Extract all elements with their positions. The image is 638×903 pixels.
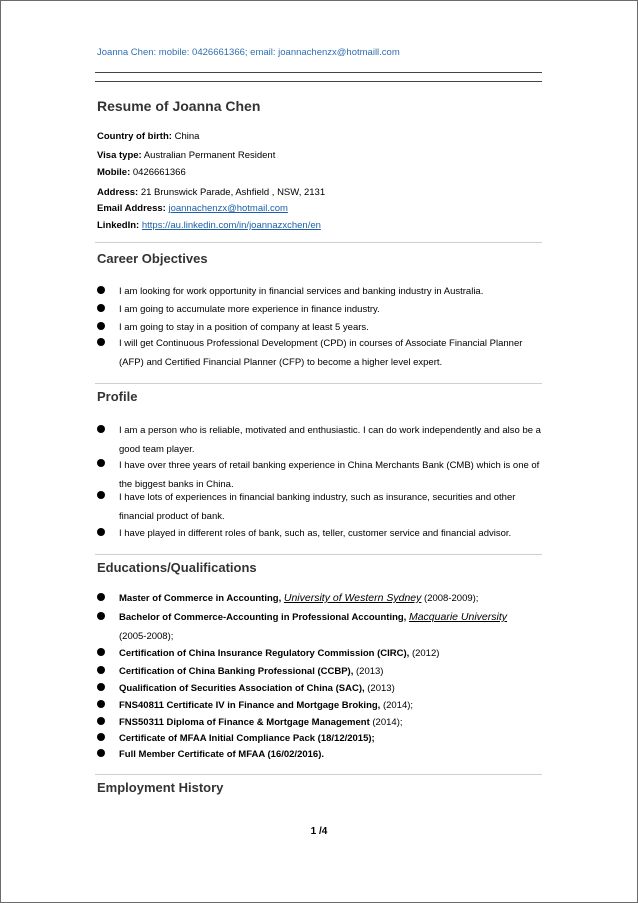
profile-item: I have lots of experiences in financial banking industry, such as insurance, securities and other financial product of bank. bbox=[119, 492, 516, 522]
university-name: University of Western Sydney bbox=[283, 592, 422, 604]
bullet-icon bbox=[97, 666, 105, 674]
bullet-icon bbox=[97, 612, 105, 620]
bullet-icon bbox=[97, 749, 105, 757]
bullet-icon bbox=[97, 648, 105, 656]
email-link[interactable]: joannachenzx@hotmail.com bbox=[168, 203, 288, 214]
profile-item: I have played in different roles of bank, such as, teller, customer service and financial advisor. bbox=[119, 528, 512, 539]
visa-type-line: Visa type: Australian Permanent Resident bbox=[97, 150, 276, 161]
linkedin-link[interactable]: https://au.linkedin.com/in/joannazxchen/en bbox=[141, 220, 321, 231]
country-of-birth-line: Country of birth: China bbox=[97, 131, 200, 142]
education-item: FNS50311 Diploma of Finance & Mortgage Management (2014); bbox=[119, 717, 403, 728]
education-item: Bachelor of Commerce-Accounting in Professional Accounting, Macquarie University (2005-2008); bbox=[119, 611, 508, 642]
bullet-icon bbox=[97, 425, 105, 433]
bullet-icon bbox=[97, 593, 105, 601]
education-heading: Educations/Qualifications bbox=[97, 560, 257, 575]
bullet-icon bbox=[97, 322, 105, 330]
email-line: Email Address: joannachenzx@hotmail.com bbox=[97, 203, 288, 214]
bullet-icon bbox=[97, 683, 105, 691]
header-contact-line: Joanna Chen: mobile: 0426661366; email: joannachenzx@hotmaill.com bbox=[97, 47, 400, 58]
section-divider bbox=[95, 554, 542, 555]
page-number: 1 /4 bbox=[310, 826, 328, 837]
bullet-icon bbox=[97, 528, 105, 536]
education-item: FNS40811 Certificate IV in Finance and Mortgage Broking, (2014); bbox=[119, 700, 414, 711]
bullet-icon bbox=[97, 717, 105, 725]
profile-item: I have over three years of retail banking experience in China Merchants Bank (CMB) which is one of the biggest banks in China. bbox=[119, 460, 540, 490]
education-item: Full Member Certificate of MFAA (16/02/2016). bbox=[119, 749, 325, 760]
education-item: Certification of China Banking Professional (CCBP), (2013) bbox=[119, 666, 384, 677]
mobile-line: Mobile: 0426661366 bbox=[97, 167, 186, 178]
address-line: Address: 21 Brunswick Parade, Ashfield , NSW, 2131 bbox=[97, 187, 326, 198]
bullet-icon bbox=[97, 459, 105, 467]
bullet-icon bbox=[97, 733, 105, 741]
career-item: I will get Continuous Professional Development (CPD) in courses of Associate Financial Planner (AFP) and Certified Financial Planner (CFP) to become a higher level expert. bbox=[119, 338, 523, 368]
bullet-icon bbox=[97, 286, 105, 294]
bullet-icon bbox=[97, 304, 105, 312]
page-title: Resume of Joanna Chen bbox=[97, 98, 261, 114]
profile-heading: Profile bbox=[97, 389, 138, 404]
education-item: Master of Commerce in Accounting, University of Western Sydney (2008-2009); bbox=[119, 592, 479, 604]
section-divider bbox=[95, 383, 542, 384]
header-rule-top bbox=[95, 72, 542, 73]
university-name: Macquarie University bbox=[408, 611, 508, 623]
bullet-icon bbox=[97, 491, 105, 499]
section-divider bbox=[95, 774, 542, 775]
career-objectives-heading: Career Objectives bbox=[97, 251, 208, 266]
career-item: I am going to stay in a position of company at least 5 years. bbox=[119, 322, 369, 333]
career-item: I am looking for work opportunity in financial services and banking industry in Australia. bbox=[119, 286, 484, 297]
header-rule-bottom bbox=[95, 81, 542, 82]
employment-history-heading: Employment History bbox=[97, 780, 224, 795]
linkedin-line: LinkedIn: https://au.linkedin.com/in/joannazxchen/en bbox=[97, 220, 321, 231]
section-divider bbox=[95, 242, 542, 243]
bullet-icon bbox=[97, 700, 105, 708]
career-item: I am going to accumulate more experience in finance industry. bbox=[119, 304, 380, 315]
education-item: Certificate of MFAA Initial Compliance Pack (18/12/2015); bbox=[119, 733, 375, 744]
profile-item: I am a person who is reliable, motivated and enthusiastic. I can do work independently and also be a good team player. bbox=[119, 425, 541, 455]
education-item: Qualification of Securities Association of China (SAC), (2013) bbox=[119, 683, 395, 694]
bullet-icon bbox=[97, 338, 105, 346]
education-item: Certification of China Insurance Regulatory Commission (CIRC), (2012) bbox=[119, 648, 440, 659]
